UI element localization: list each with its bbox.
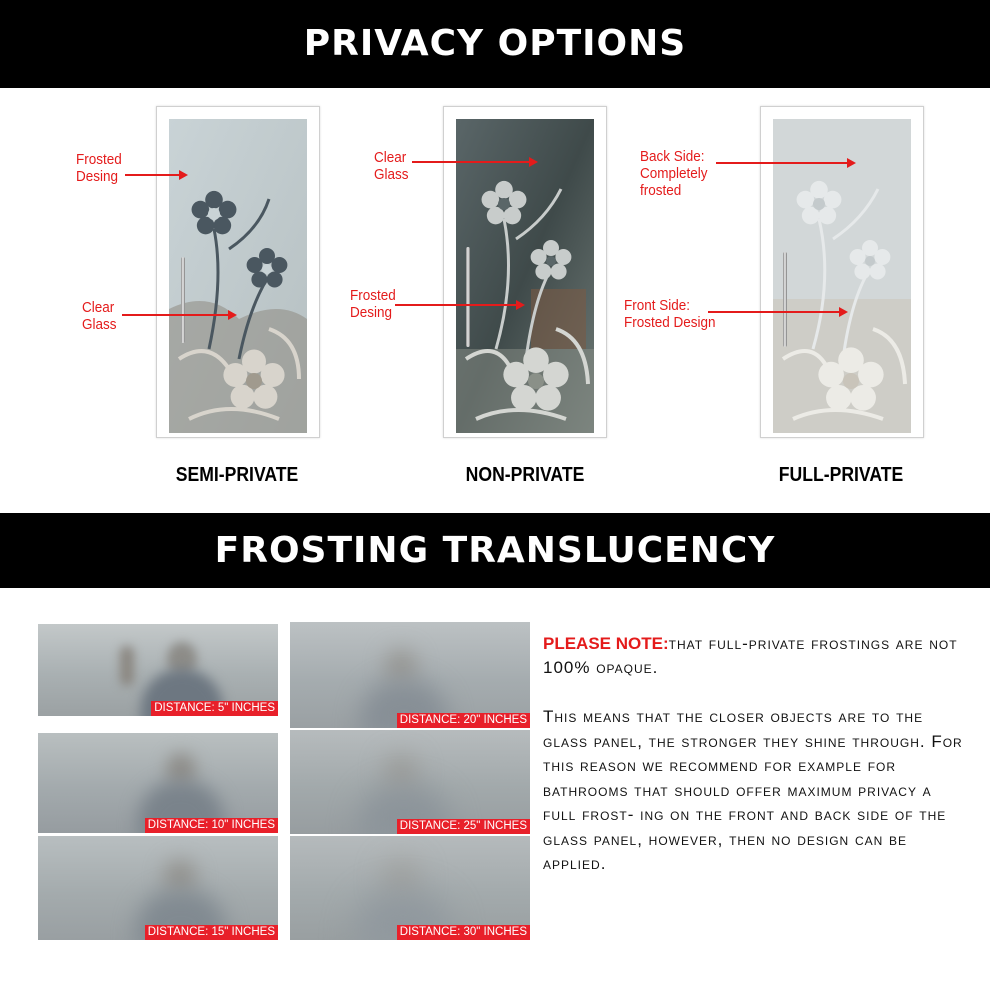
frosting-sample-25-inches (290, 730, 530, 834)
arrow-icon (395, 304, 517, 306)
frosting-translucency-banner: FROSTING TRANSLUCENCY (0, 513, 990, 588)
note-body-text: This means that the closer objects are to the glass panel, the stronger they shine through. For this reason we recommend for example for bathrooms that should offer maximum privacy a full frost- ing on the front and back side of the glass panel, however, then no design can be applied. (543, 707, 963, 873)
frosting-sample-5-inches (38, 624, 278, 716)
distance-tag: DISTANCE: 20" INCHES (397, 713, 530, 728)
door-glass-panel (169, 119, 307, 433)
note-intro-text: that full-private frostings are not 100% opaque. (543, 634, 958, 677)
distance-tag: DISTANCE: 15" INCHES (145, 925, 278, 940)
door-handle-icon (783, 252, 787, 347)
frosting-sample-30-inches (290, 836, 530, 940)
annotation-label: Clear Glass (82, 299, 117, 333)
door-full-private (760, 106, 924, 438)
note-body (543, 705, 963, 877)
distance-tag: DISTANCE: 10" INCHES (145, 818, 278, 833)
frosting-sample-10-inches (38, 733, 278, 833)
flower-design-icon (169, 119, 307, 433)
door-handle-icon (181, 257, 185, 343)
note-heading: PLEASE NOTE: (543, 634, 669, 653)
door-label-non-private: NON-PRIVATE (465, 464, 585, 486)
arrow-icon (122, 314, 229, 316)
arrow-icon (125, 174, 180, 176)
flower-design-icon (773, 119, 911, 433)
privacy-options-banner: PRIVACY OPTIONS (0, 0, 990, 88)
door-glass-panel (456, 119, 594, 433)
arrow-icon (412, 161, 530, 163)
annotation-label: Frosted Desing (350, 287, 396, 321)
annotation-label: Front Side: Frosted Design (624, 297, 716, 331)
frosting-sample-15-inches (38, 836, 278, 940)
door-semi-private (156, 106, 320, 438)
distance-tag: DISTANCE: 5" INCHES (151, 701, 278, 716)
door-non-private (443, 106, 607, 438)
annotation-label: Back Side: Completely frosted (640, 148, 708, 199)
annotation-label: Clear Glass (374, 149, 409, 183)
distance-tag: DISTANCE: 25" INCHES (397, 819, 530, 834)
arrow-icon (716, 162, 848, 164)
door-glass-panel (773, 119, 911, 433)
flower-design-icon (456, 119, 594, 433)
distance-tag: DISTANCE: 30" INCHES (397, 925, 530, 940)
door-label-full-private: FULL-PRIVATE (778, 464, 904, 486)
note-intro (543, 632, 963, 680)
annotation-label: Frosted Desing (76, 151, 122, 185)
door-label-semi-private: SEMI-PRIVATE (175, 464, 299, 486)
arrow-icon (708, 311, 840, 313)
frosting-sample-20-inches (290, 622, 530, 728)
door-handle-icon (466, 247, 470, 347)
